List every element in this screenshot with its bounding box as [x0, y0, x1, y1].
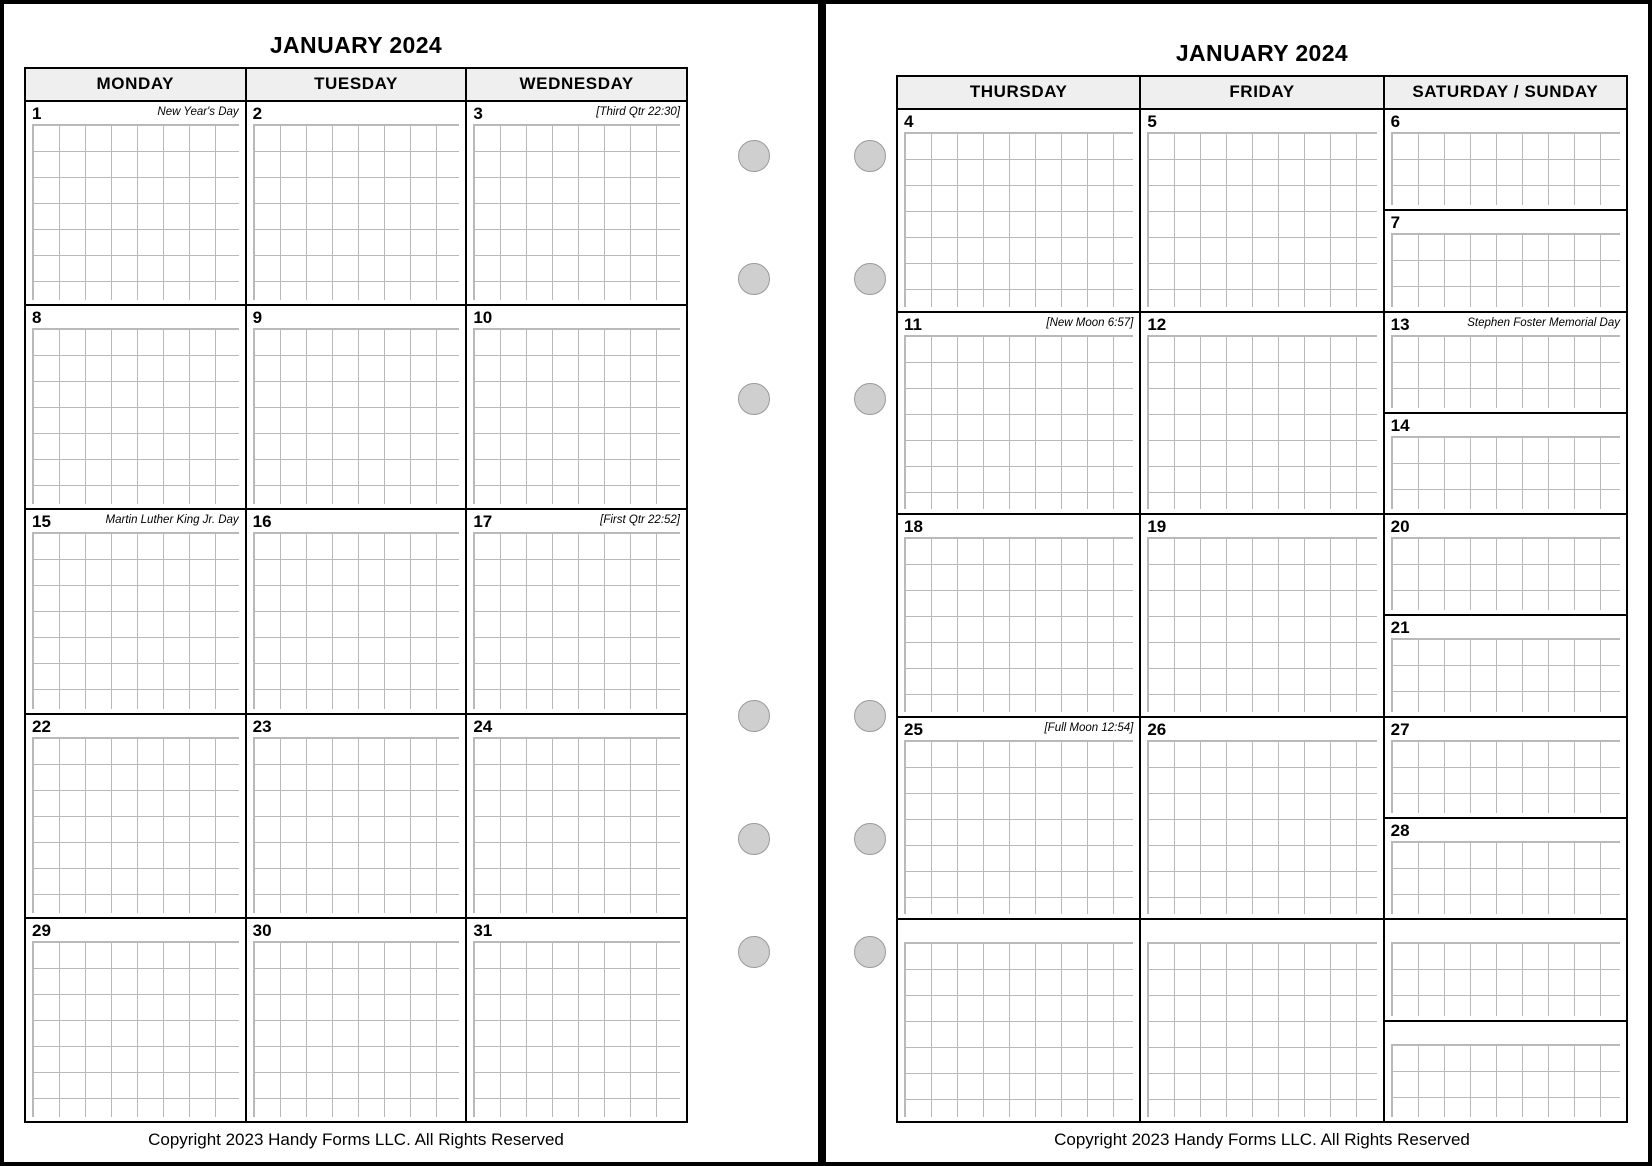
- day-header: [467, 102, 686, 124]
- day-header: [467, 510, 686, 532]
- day-header: [1385, 616, 1626, 638]
- day-number: 18: [904, 517, 923, 537]
- punch-hole: [738, 263, 770, 295]
- writing-grid[interactable]: [1391, 740, 1620, 813]
- writing-grid[interactable]: [32, 737, 239, 913]
- day-cell[interactable]: [898, 515, 1141, 716]
- day-number: 26: [1147, 719, 1167, 739]
- day-note: Martin Luther King Jr. Day: [105, 514, 239, 527]
- day-number: 3: [473, 104, 483, 123]
- day-cell[interactable]: [467, 102, 686, 304]
- week-row: [898, 515, 1626, 718]
- day-number: 31: [473, 920, 493, 940]
- punch-hole: [854, 263, 886, 295]
- writing-grid[interactable]: [1391, 841, 1620, 914]
- day-cell[interactable]: [1141, 718, 1384, 919]
- day-cell[interactable]: [1385, 412, 1626, 513]
- day-number: 9: [252, 308, 263, 328]
- writing-grid[interactable]: [1391, 335, 1620, 408]
- punch-hole: [738, 140, 770, 172]
- day-header: [26, 102, 245, 124]
- day-header: [1141, 718, 1382, 740]
- writing-grid[interactable]: [904, 132, 1133, 307]
- weekend-cell[interactable]: [1385, 313, 1626, 514]
- day-cell[interactable]: [26, 306, 247, 508]
- column-header-friday: FRIDAY: [1141, 77, 1384, 108]
- day-cell[interactable]: [247, 306, 468, 508]
- day-cell[interactable]: [247, 919, 468, 1121]
- writing-grid[interactable]: [1391, 537, 1620, 610]
- day-number: 20: [1390, 517, 1410, 537]
- day-cell[interactable]: [898, 110, 1141, 311]
- weekend-cell[interactable]: [1385, 515, 1626, 716]
- day-header: [1385, 110, 1626, 132]
- punch-hole: [738, 383, 770, 415]
- writing-grid[interactable]: [1391, 638, 1620, 711]
- punch-hole: [854, 823, 886, 855]
- writing-grid[interactable]: [32, 328, 239, 504]
- day-header: [898, 313, 1139, 335]
- day-cell[interactable]: [1385, 614, 1626, 715]
- day-cell[interactable]: [467, 715, 686, 917]
- day-cell[interactable]: [1385, 313, 1626, 412]
- writing-grid[interactable]: [473, 124, 680, 300]
- writing-grid[interactable]: [904, 942, 1133, 1117]
- day-header: [898, 718, 1139, 740]
- left-page: [0, 0, 822, 1166]
- day-cell[interactable]: [1141, 515, 1384, 716]
- left-week-grid: [24, 67, 688, 1123]
- day-header: [247, 919, 466, 941]
- column-header-weekend: SATURDAY / SUNDAY: [1385, 77, 1626, 108]
- week-row: [898, 110, 1626, 313]
- writing-grid[interactable]: [473, 328, 680, 504]
- day-cell[interactable]: [467, 306, 686, 508]
- day-cell[interactable]: [1385, 718, 1626, 817]
- writing-grid[interactable]: [1391, 233, 1620, 306]
- day-note: [New Moon 6:57]: [1046, 316, 1134, 329]
- day-number: 24: [473, 716, 493, 736]
- day-cell[interactable]: [1141, 313, 1384, 514]
- week-row: [898, 920, 1626, 1121]
- day-cell[interactable]: [1385, 920, 1626, 1019]
- writing-grid[interactable]: [904, 537, 1133, 712]
- right-week-grid: [896, 75, 1628, 1123]
- week-row: [898, 718, 1626, 921]
- writing-grid[interactable]: [904, 740, 1133, 915]
- day-cell[interactable]: [1141, 110, 1384, 311]
- day-cell[interactable]: [898, 920, 1141, 1121]
- left-page-content: [4, 4, 818, 1162]
- day-number: 1: [32, 104, 42, 123]
- day-note: New Year's Day: [157, 106, 239, 118]
- week-row: [26, 510, 686, 714]
- day-cell[interactable]: [467, 919, 686, 1121]
- day-number: 15: [32, 512, 51, 532]
- column-header-thursday: THURSDAY: [898, 77, 1141, 108]
- left-day-rows: [26, 102, 686, 1121]
- day-number: 7: [1390, 213, 1401, 233]
- day-header: [26, 306, 245, 328]
- writing-grid[interactable]: [32, 941, 239, 1117]
- right-column-headers: [898, 77, 1626, 110]
- punch-hole: [738, 823, 770, 855]
- day-number: 28: [1390, 821, 1410, 841]
- writing-grid[interactable]: [253, 328, 460, 504]
- day-cell[interactable]: [1385, 209, 1626, 310]
- week-row: [26, 306, 686, 510]
- day-cell[interactable]: [247, 715, 468, 917]
- week-row: [26, 919, 686, 1121]
- day-number: 17: [473, 512, 493, 532]
- punch-hole: [738, 700, 770, 732]
- right-page: [822, 0, 1652, 1166]
- right-page-content: [826, 4, 1648, 1162]
- day-number: 8: [32, 308, 42, 328]
- day-header: [1385, 819, 1626, 841]
- day-cell[interactable]: [1385, 1020, 1626, 1121]
- writing-grid[interactable]: [32, 124, 239, 300]
- left-month-title: JANUARY 2024: [269, 32, 443, 58]
- day-number: 14: [1390, 415, 1410, 435]
- day-header: [898, 920, 1139, 942]
- day-header: [1385, 211, 1626, 233]
- day-cell[interactable]: [898, 313, 1141, 514]
- day-header: [1385, 920, 1626, 942]
- punch-hole: [854, 936, 886, 968]
- day-cell[interactable]: [1385, 817, 1626, 918]
- writing-grid[interactable]: [253, 737, 460, 913]
- day-header: [247, 715, 466, 737]
- day-header: [247, 510, 466, 532]
- punch-hole: [854, 383, 886, 415]
- day-cell[interactable]: [1385, 515, 1626, 614]
- day-header: [247, 102, 466, 124]
- day-number: 6: [1390, 112, 1401, 131]
- day-header: [898, 110, 1139, 132]
- day-number: 21: [1390, 618, 1410, 638]
- day-note: [Third Qtr 22:30]: [596, 106, 681, 118]
- day-number: 12: [1147, 314, 1167, 334]
- writing-grid[interactable]: [253, 532, 460, 708]
- day-cell[interactable]: [26, 510, 247, 712]
- day-cell[interactable]: [26, 919, 247, 1121]
- left-punch-holes: [728, 4, 788, 1162]
- weekend-cell[interactable]: [1385, 920, 1626, 1121]
- day-header: [1385, 515, 1626, 537]
- right-punch-holes: [844, 4, 904, 1162]
- punch-hole: [738, 936, 770, 968]
- punch-hole: [854, 140, 886, 172]
- punch-hole: [854, 700, 886, 732]
- day-number: 5: [1147, 112, 1157, 131]
- writing-grid[interactable]: [32, 532, 239, 708]
- weekend-cell[interactable]: [1385, 110, 1626, 311]
- writing-grid[interactable]: [1147, 740, 1376, 915]
- writing-grid[interactable]: [1147, 132, 1376, 307]
- day-number: 13: [1390, 314, 1410, 334]
- day-cell[interactable]: [467, 510, 686, 712]
- writing-grid[interactable]: [1391, 132, 1620, 205]
- day-number: 11: [904, 314, 922, 334]
- day-header: [1141, 110, 1382, 132]
- writing-grid[interactable]: [253, 124, 460, 300]
- day-header: [26, 919, 245, 941]
- day-header: [247, 306, 466, 328]
- day-header: [467, 715, 686, 737]
- day-number: 25: [904, 719, 923, 739]
- day-header: [1141, 313, 1382, 335]
- writing-grid[interactable]: [1391, 436, 1620, 509]
- writing-grid[interactable]: [1391, 942, 1620, 1015]
- day-cell[interactable]: [1141, 920, 1384, 1121]
- day-number: 27: [1390, 719, 1410, 739]
- writing-grid[interactable]: [1147, 335, 1376, 510]
- column-header-monday: MONDAY: [26, 69, 247, 100]
- day-header: [1385, 414, 1626, 436]
- day-cell[interactable]: [898, 718, 1141, 919]
- writing-grid[interactable]: [904, 335, 1133, 510]
- column-header-wednesday: WEDNESDAY: [467, 69, 686, 100]
- day-header: [1385, 1022, 1626, 1044]
- day-header: [1141, 920, 1382, 942]
- day-number: 10: [473, 308, 493, 328]
- weekend-cell[interactable]: [1385, 718, 1626, 919]
- day-number: 29: [32, 920, 51, 940]
- day-note: [First Qtr 22:52]: [600, 514, 681, 527]
- day-cell[interactable]: [1385, 110, 1626, 209]
- day-number: 30: [252, 920, 272, 940]
- day-note: Stephen Foster Memorial Day: [1467, 316, 1620, 329]
- day-cell[interactable]: [247, 102, 468, 304]
- day-header: [1385, 313, 1626, 335]
- day-cell[interactable]: [26, 715, 247, 917]
- day-cell[interactable]: [26, 102, 247, 304]
- day-header: [467, 306, 686, 328]
- column-header-tuesday: TUESDAY: [247, 69, 468, 100]
- day-number: 4: [904, 112, 914, 131]
- day-number: 22: [32, 716, 51, 736]
- day-header: [26, 510, 245, 532]
- day-header: [1141, 515, 1382, 537]
- left-column-headers: [26, 69, 686, 102]
- writing-grid[interactable]: [1391, 1044, 1620, 1117]
- day-header: [898, 515, 1139, 537]
- week-row: [26, 715, 686, 919]
- week-row: [26, 102, 686, 306]
- day-number: 16: [252, 512, 272, 532]
- writing-grid[interactable]: [473, 532, 680, 708]
- day-number: 23: [252, 716, 272, 736]
- day-note: [Full Moon 12:54]: [1044, 721, 1134, 734]
- day-number: 19: [1147, 517, 1167, 537]
- day-header: [26, 715, 245, 737]
- writing-grid[interactable]: [253, 941, 460, 1117]
- right-copyright: Copyright 2023 Handy Forms LLC. All Rights Reserved: [1054, 1130, 1470, 1149]
- day-cell[interactable]: [247, 510, 468, 712]
- right-month-title: JANUARY 2024: [1175, 40, 1349, 66]
- writing-grid[interactable]: [1147, 942, 1376, 1117]
- day-header: [467, 919, 686, 941]
- week-row: [898, 313, 1626, 516]
- left-copyright: Copyright 2023 Handy Forms LLC. All Rights Reserved: [148, 1130, 564, 1149]
- writing-grid[interactable]: [473, 941, 680, 1117]
- day-number: 2: [252, 104, 263, 123]
- writing-grid[interactable]: [1147, 537, 1376, 712]
- writing-grid[interactable]: [473, 737, 680, 913]
- day-header: [1385, 718, 1626, 740]
- right-day-rows: [898, 110, 1626, 1121]
